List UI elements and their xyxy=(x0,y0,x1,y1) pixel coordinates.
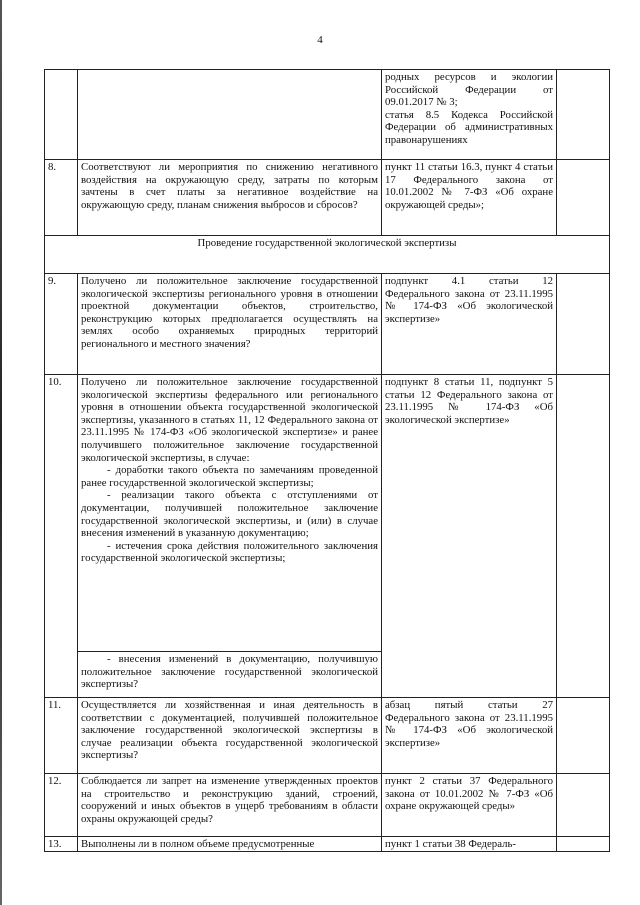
scan-edge xyxy=(0,0,2,905)
row-number-cell xyxy=(45,70,78,160)
table-row xyxy=(45,70,610,160)
row-number: 12. xyxy=(45,774,78,837)
row-number: 13. xyxy=(45,837,78,852)
answer-cell xyxy=(557,837,610,852)
question-text: Выполнены ли в полном объеме предусмотренные xyxy=(78,837,382,852)
list-item: - внесения изменений в документацию, получившую положительное заключение государственной экологической экспертизы? xyxy=(81,653,378,691)
row-number: 9. xyxy=(45,274,78,375)
question-cell xyxy=(78,375,382,652)
question-cell xyxy=(78,652,382,698)
table-row xyxy=(45,274,610,375)
answer-cell xyxy=(557,274,610,375)
reference-text: статья 8.5 Кодекса Российской Федерации об административных правонарушениях xyxy=(385,108,553,146)
reference-text: абзац пятый статьи 27 Федерального закона от 23.11.1995 № 174-ФЗ «Об экологической экспертизе» xyxy=(382,698,557,774)
section-header-row xyxy=(45,236,610,274)
table-row xyxy=(45,774,610,837)
reference-text: пункт 1 статьи 38 Федераль- xyxy=(382,837,557,852)
table-row xyxy=(45,837,610,852)
reference-text: подпункт 4.1 статьи 12 Федерального закона от 23.11.1995 № 174-ФЗ «Об экологической экспертизе» xyxy=(382,274,557,375)
table-row xyxy=(45,698,610,774)
question-text: Осуществляется ли хозяйственная и иная деятельность в соответствии с документацией, получившей положительное заключение государственной экологической экспертизы в случае реализации объекта государственной экологической экспертизы? xyxy=(78,698,382,774)
answer-cell xyxy=(557,774,610,837)
answer-cell xyxy=(557,160,610,236)
section-title: Проведение государственной экологической экспертизы xyxy=(45,236,610,274)
answer-cell xyxy=(557,698,610,774)
question-text: Соблюдается ли запрет на изменение утвержденных проектов на строительство и реконструкцию зданий, строений, сооружений и иных объектов в ущерб требованиям в области охраны окружающей среды? xyxy=(78,774,382,837)
reference-text: пункт 2 статьи 37 Федерального закона от 10.01.2002 № 7-ФЗ «Об охране окружающей среды» xyxy=(382,774,557,837)
row-number: 11. xyxy=(45,698,78,774)
row-number: 8. xyxy=(45,160,78,236)
question-text: Соответствуют ли мероприятия по снижению негативного воздействия на окружающую среду, затраты по которым зачтены в счет платы за негативное воздействие на окружающую среду, планам снижения выбросов и сбросов? xyxy=(78,160,382,236)
table-row xyxy=(45,160,610,236)
reference-text: пункт 11 статьи 16.3, пункт 4 статьи 17 Федерального закона от 10.01.2002 № 7-ФЗ «Об охране окружающей среды»; xyxy=(382,160,557,236)
list-item: - истечения срока действия положительного заключения государственной экологической экспертизы; xyxy=(81,539,378,565)
row-number: 10. xyxy=(45,375,78,698)
answer-cell xyxy=(557,70,610,160)
answer-cell xyxy=(557,375,610,698)
page-number: 4 xyxy=(317,34,323,46)
question-cell xyxy=(78,70,382,160)
question-text: Получено ли положительное заключение государственной экологической экспертизы федерального или регионального уровня в отношении объекта государственной экологической экспертизы, указанного в статьях 11, 12 Федерального закона от 23.11.1995 № 174-ФЗ «Об экологической экспертизе» и ранее получившего положительное заключение государственной экологической экспертизы, в случае: xyxy=(81,376,378,464)
checklist-table xyxy=(44,69,610,852)
table-row xyxy=(45,375,610,652)
reference-text: родных ресурсов и экологии Российской Федерации от 09.01.2017 № 3; xyxy=(385,71,553,109)
reference-cell xyxy=(382,70,557,160)
list-item: - доработки такого объекта по замечаниям проведенной ранее государственной экологической экспертизы; xyxy=(81,464,378,489)
question-text: Получено ли положительное заключение государственной экологической экспертизы регионального уровня в отношении проектной документации объектов, строительство, реконструкцию которых предполагается осуществлять на землях особо охраняемых природных территорий регионального и местного значения? xyxy=(78,274,382,375)
reference-text: подпункт 8 статьи 11, подпункт 5 статьи 12 Федерального закона от 23.11.1995 № 174-ФЗ «Об экологической экспертизе» xyxy=(382,375,557,698)
list-item: - реализации такого объекта с отступлениями от документации, получившей положительное заключение государственной экологической экспертизы, и (или) в случае внесения изменений в указанную документацию; xyxy=(81,489,378,540)
